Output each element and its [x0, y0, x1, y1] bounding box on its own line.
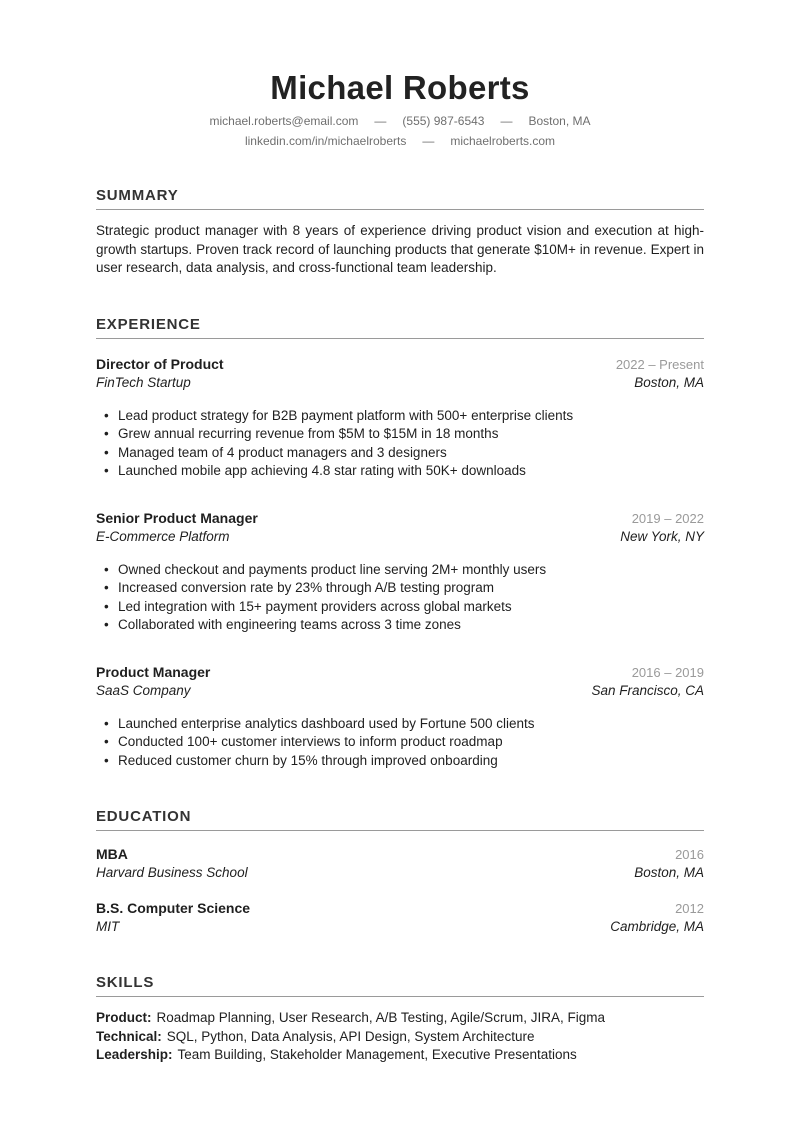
skill-row	[96, 1028, 704, 1047]
candidate-name: Michael Roberts	[270, 69, 530, 106]
contact-line-2	[96, 134, 704, 149]
bullet-item: • Lead product strategy for B2B payment platform with 500+ enterprise clients	[96, 407, 704, 426]
degree-school: Harvard Business School	[96, 865, 248, 881]
degree-school-row	[96, 864, 704, 882]
job-role: Product Manager	[96, 663, 211, 680]
skills-list	[96, 1009, 704, 1065]
skill-row	[96, 1009, 704, 1028]
job-company-row	[96, 528, 704, 546]
summary-heading: SUMMARY	[96, 187, 704, 210]
skill-category-label: Product:	[96, 1010, 152, 1026]
contact-website: michaelroberts.com	[450, 134, 556, 149]
section-education	[96, 808, 704, 936]
degree-name: B.S. Computer Science	[96, 900, 251, 917]
bullet-item: • Reduced customer churn by 15% through improved onboarding	[96, 752, 704, 771]
job-company: FinTech Startup	[96, 374, 191, 390]
contact-location: Boston, MA	[528, 114, 591, 129]
contact-phone: (555) 987-6543	[402, 114, 485, 129]
job-location: New York, NY	[620, 528, 704, 544]
job-dates: 2019 – 2022	[631, 510, 704, 526]
job-entry	[96, 509, 704, 635]
job-bullet-list	[96, 715, 704, 771]
degree-location: Boston, MA	[634, 865, 704, 881]
job-company-row	[96, 374, 704, 392]
job-bullet-list	[96, 561, 704, 635]
bullet-item: • Conducted 100+ customer interviews to inform product roadmap	[96, 733, 704, 752]
contact-linkedin: linkedin.com/in/michaelroberts	[244, 134, 407, 149]
job-title-row	[96, 663, 704, 682]
job-role: Director of Product	[96, 355, 224, 372]
education-entry	[96, 899, 704, 936]
education-entry	[96, 845, 704, 882]
skills-heading: SKILLS	[96, 974, 704, 997]
job-company: E-Commerce Platform	[96, 528, 230, 544]
degree-name: MBA	[96, 846, 128, 863]
contact-separator: —	[500, 114, 513, 129]
degree-title-row	[96, 899, 704, 918]
contact-email: michael.roberts@email.com	[209, 114, 359, 129]
bullet-item: • Launched mobile app achieving 4.8 star rating with 50K+ downloads	[96, 462, 704, 481]
skill-row	[96, 1046, 704, 1065]
job-bullet-list	[96, 407, 704, 481]
job-dates: 2022 – Present	[615, 356, 704, 372]
job-title-row	[96, 355, 704, 374]
bullet-item: • Owned checkout and payments product line serving 2M+ monthly users	[96, 561, 704, 580]
job-company-row	[96, 682, 704, 700]
degree-title-row	[96, 845, 704, 864]
section-skills	[96, 974, 704, 1065]
job-location: San Francisco, CA	[591, 682, 704, 698]
skill-category-label: Technical:	[96, 1028, 162, 1044]
skill-items: Team Building, Stakeholder Management, Executive Presentations	[177, 1047, 577, 1063]
contact-line-1	[96, 114, 704, 129]
degree-school: MIT	[96, 919, 120, 935]
skill-category-label: Leadership:	[96, 1047, 173, 1063]
bullet-item: • Increased conversion rate by 23% through A/B testing program	[96, 579, 704, 598]
education-heading: EDUCATION	[96, 808, 704, 831]
degree-location: Cambridge, MA	[610, 919, 704, 935]
bullet-item: • Collaborated with engineering teams across 3 time zones	[96, 616, 704, 635]
bullet-item: • Grew annual recurring revenue from $5M to $15M in 18 months	[96, 425, 704, 444]
summary-paragraph: Strategic product manager with 8 years of experience driving product vision and execution at high-growth startups. Proven track record of launching products that generate $10M+ in revenue. Expert in user research, data analysis, and cross-functional team leadership.	[96, 223, 704, 276]
degree-year: 2016	[675, 847, 704, 863]
section-experience	[96, 316, 704, 771]
job-entry	[96, 355, 704, 481]
skill-items: Roadmap Planning, User Research, A/B Testing, Agile/Scrum, JIRA, Figma	[156, 1010, 605, 1026]
job-location: Boston, MA	[634, 374, 704, 390]
bullet-item: • Managed team of 4 product managers and 3 designers	[96, 444, 704, 463]
contact-separator: —	[374, 114, 387, 129]
bullet-item: • Launched enterprise analytics dashboard used by Fortune 500 clients	[96, 715, 704, 734]
degree-school-row	[96, 918, 704, 936]
job-company: SaaS Company	[96, 682, 191, 698]
experience-heading: EXPERIENCE	[96, 316, 704, 339]
job-title-row	[96, 509, 704, 528]
degree-year: 2012	[675, 901, 704, 917]
section-summary	[96, 187, 704, 278]
bullet-item: • Led integration with 15+ payment providers across global markets	[96, 598, 704, 617]
job-role: Senior Product Manager	[96, 509, 258, 526]
job-dates: 2016 – 2019	[631, 664, 704, 680]
skill-items: SQL, Python, Data Analysis, API Design, System Architecture	[166, 1028, 535, 1044]
job-entry	[96, 663, 704, 771]
contact-separator: —	[422, 134, 435, 149]
resume-header	[96, 70, 704, 149]
